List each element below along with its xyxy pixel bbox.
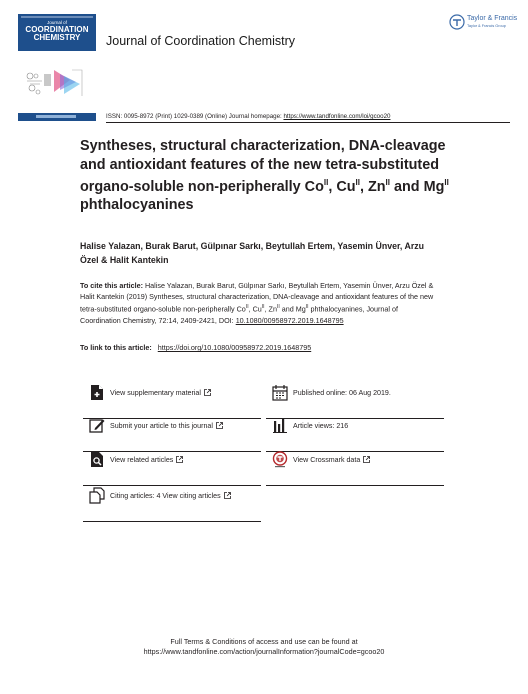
header-band-decoration — [36, 115, 76, 118]
cover-line-1: Journal of — [47, 20, 67, 25]
footer-terms-link[interactable]: https://www.tandfonline.com/action/journalInformation?journalCode=gcoo20 — [143, 647, 385, 656]
citation-doi-link[interactable]: 10.1080/00958972.2019.1648795 — [235, 315, 344, 325]
related-search-icon — [89, 451, 105, 468]
published-label: Published online: 06 Aug 2019. — [293, 389, 391, 397]
title-metal-mg: Mg — [423, 178, 445, 195]
article-link-line — [80, 343, 311, 352]
article-link-label: To link to this article: — [80, 343, 154, 352]
footer — [0, 637, 528, 657]
title-metal-cu: Cu — [336, 178, 356, 195]
submit-label: Submit your article to this journal — [110, 422, 213, 430]
published-online-info — [266, 384, 444, 419]
external-link-icon — [204, 389, 211, 396]
citing-documents-icon — [89, 487, 105, 504]
supplementary-file-icon — [89, 384, 105, 401]
publisher-tagline: Taylor & Francis Group — [467, 24, 506, 28]
publisher-logo-icon — [449, 14, 465, 30]
citation-sup-4: II — [305, 304, 309, 311]
authors: Halise Yalazan, Burak Barut, Gülpınar Sarkı, Beytullah Ertem, Yasemin Ünver, Arzu Özel & Halit Kantekin — [80, 241, 425, 265]
article-doi-link[interactable]: https://doi.org/10.1080/00958972.2019.1648795 — [157, 343, 312, 352]
external-link-icon — [176, 456, 183, 463]
publisher-name: Taylor & Francis — [467, 15, 518, 22]
title-main: Syntheses, structural characterization, DNA-cleavage and antioxidant features of the new tetra-substituted organo-soluble non-peripherally — [80, 138, 446, 195]
issn-text: ISSN: 0095-8972 (Print) 1029-0389 (Online) Journal homepage: — [106, 113, 284, 120]
crossmark-label: View Crossmark data — [293, 456, 361, 464]
issn-line — [106, 113, 390, 120]
citation-text-c: , Zn — [264, 304, 277, 314]
title-metal-zn: Zn — [367, 178, 386, 195]
cover-decoration — [21, 16, 93, 18]
calendar-icon — [272, 384, 288, 401]
citation-sup-1: II — [245, 304, 249, 311]
title-metal-co: Co — [304, 178, 324, 195]
view-related-articles-button[interactable] — [83, 451, 261, 486]
footer-line-1: Full Terms & Conditions of access and use can be found at — [170, 637, 358, 646]
divider — [106, 122, 510, 123]
view-supplementary-material-button[interactable] — [83, 384, 261, 419]
cover-line-2: COORDINATION — [25, 25, 89, 34]
citation-label: To cite this article: — [80, 281, 145, 290]
citation-text-b: , Cu — [248, 304, 262, 314]
title-ox-zn: II — [385, 178, 390, 187]
journal-title: Journal of Coordination Chemistry — [106, 34, 295, 48]
edit-pencil-icon — [89, 417, 105, 434]
view-citing-articles-button[interactable] — [83, 487, 261, 522]
view-crossmark-button[interactable] — [266, 451, 444, 486]
article-title: Syntheses, structural characterization, DNA-cleavage and antioxidant features of the new tetra-substituted organo-soluble non-peripherally $Co^{II}$, $Cu^{II}$, $Zn^{II}$ and $Mg^{II}$ phthalocyanines — [80, 138, 449, 214]
citation-block — [80, 281, 440, 326]
external-link-icon — [216, 422, 223, 429]
bar-chart-icon — [272, 417, 288, 434]
views-label: Article views: 216 — [293, 422, 349, 430]
journal-cover-image — [18, 14, 96, 51]
publisher-logo[interactable] — [449, 13, 517, 35]
citation-sup-2: II — [261, 304, 265, 311]
citing-label: Citing articles: 4 View citing articles — [110, 492, 221, 500]
external-link-icon — [224, 492, 231, 499]
supplementary-label: View supplementary material — [110, 389, 201, 397]
title-ox-cu: II — [355, 178, 360, 187]
cover-line-3: CHEMISTRY — [33, 33, 81, 42]
title-ox-mg: II — [444, 178, 449, 187]
related-label: View related articles — [110, 456, 174, 464]
submit-article-button[interactable] — [83, 417, 261, 452]
external-link-icon — [363, 456, 370, 463]
header-band — [18, 113, 96, 121]
journal-homepage-link[interactable]: https://www.tandfonline.com/loi/gcoo20 — [283, 113, 391, 120]
citation-text-d: and Mg — [279, 304, 306, 314]
article-views-info — [266, 417, 444, 452]
graphical-abstract-image — [24, 66, 86, 100]
title-ox-co: II — [323, 178, 329, 187]
crossmark-icon — [272, 451, 288, 468]
citation-text-e: phthalocyanines, Journal of Coordination Chemistry, 72:14, 2409-2421, DOI: — [80, 304, 399, 325]
citation-sup-3: II — [276, 304, 280, 311]
title-end: phthalocyanines — [80, 197, 194, 214]
citation-text-a: Halise Yalazan, Burak Barut, Gülpınar Sarkı, Beytullah Ertem, Yasemin Ünver, Arzu Özel & Halit Kantekin (2019) Syntheses, structural characterization, DNA-cleavage and antioxidant features of the new tetra-substituted organo-soluble non-peripherally Co — [80, 281, 434, 314]
